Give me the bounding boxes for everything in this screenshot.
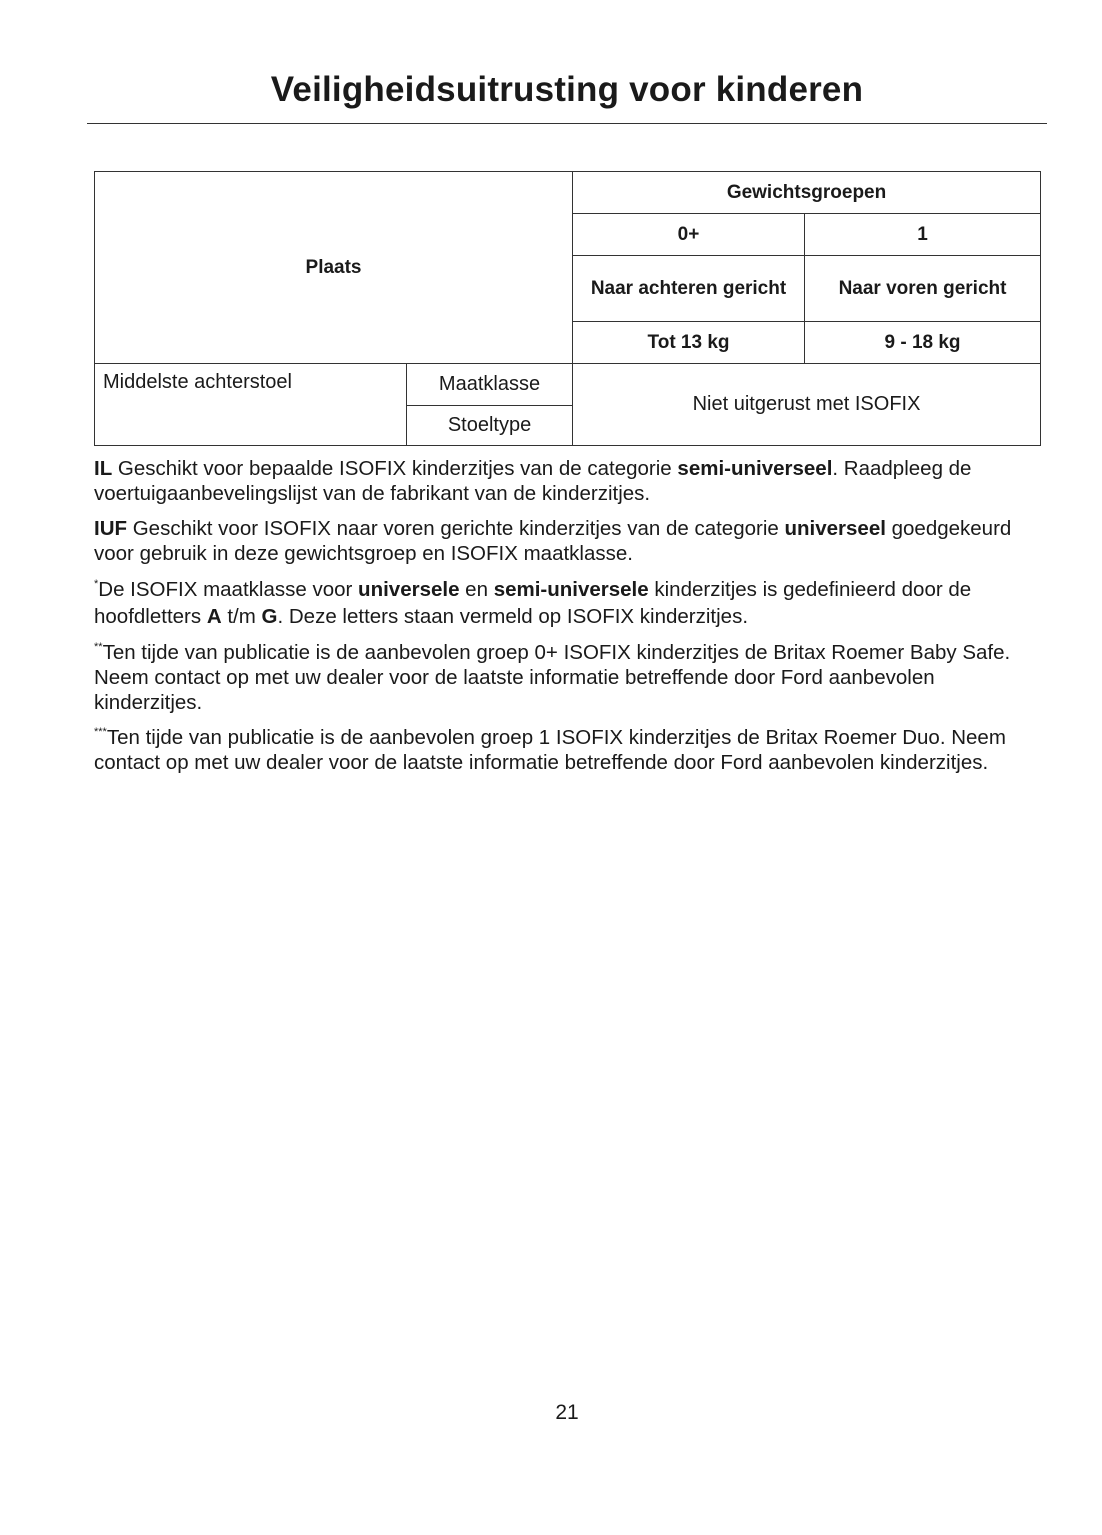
page-number: 21 (555, 1401, 579, 1424)
note-il (94, 456, 1044, 506)
weight-groups-header: Gewichtsgroepen (573, 172, 1041, 214)
note-iuf-text-2: goedgekeurd voor gebruik in deze gewichtsgroep en ISOFIX maatklasse. (94, 517, 1012, 565)
group-0plus-direction: Naar achteren gericht (573, 256, 805, 322)
footnote-1-marker: * (94, 578, 99, 590)
footnote-1 (94, 576, 1044, 630)
group-1-weight: 9 - 18 kg (805, 322, 1041, 364)
note-iuf-emphasis: universeel (784, 517, 886, 540)
note-il-emphasis: semi-universeel (677, 457, 833, 480)
footnote-2 (94, 640, 1044, 715)
group-1-direction: Naar voren gericht (805, 256, 1041, 322)
footnote-3 (94, 725, 1044, 775)
footnote-1-text-3: kinderzitjes is gedefinieerd door de hoofdletters (94, 578, 972, 628)
note-il-text-1: Geschikt voor bepaalde ISOFIX kinderzitjes van de categorie (117, 457, 672, 480)
isofix-table (94, 171, 1041, 446)
isofix-value-cell: Niet uitgerust met ISOFIX (573, 364, 1041, 446)
footnote-1-text-1: De ISOFIX maatklasse voor (98, 578, 353, 601)
footnote-1-letter-g: G (261, 605, 278, 628)
note-iuf (94, 516, 1044, 566)
footnote-1-text-4: t/m (227, 605, 256, 628)
title-divider (87, 123, 1047, 124)
notes-section (94, 456, 1044, 785)
note-il-code: IL (94, 457, 113, 480)
note-il-text-2: . Raadpleeg de voertuigaanbevelingslijst van de fabrikant van de kinderzitjes. (94, 457, 972, 505)
plaats-header: Plaats (95, 172, 573, 364)
seat-type-label: Stoeltype (407, 406, 573, 446)
footnote-1-letter-a: A (206, 605, 222, 628)
footnote-2-marker: ** (94, 641, 103, 653)
footnote-3-text: Ten tijde van publicatie is de aanbevolen groep 1 ISOFIX kinderzitjes de Britax Roemer Duo. Neem contact op met uw dealer voor de laatste informatie betreffende door Ford aanbevolen kinderzitjes. (94, 726, 1006, 774)
footnote-2-text: Ten tijde van publicatie is de aanbevolen groep 0+ ISOFIX kinderzitjes de Britax Roemer Baby Safe. Neem contact op met uw dealer voor de laatste informatie betreffende door Ford aanbevolen kinderzitjes. (94, 641, 1011, 714)
group-0plus-header: 0+ (573, 214, 805, 256)
note-iuf-text-1: Geschikt voor ISOFIX naar voren gerichte kinderzitjes van de categorie (132, 517, 779, 540)
size-class-label: Maatklasse (407, 364, 573, 406)
page-title: Veiligheidsuitrusting voor kinderen (270, 70, 864, 109)
note-iuf-code: IUF (94, 517, 128, 540)
footnote-1-text-2: en (465, 578, 488, 601)
group-1-header: 1 (805, 214, 1041, 256)
footnote-3-marker: *** (94, 726, 107, 738)
group-0plus-weight: Tot 13 kg (573, 322, 805, 364)
footnote-1-emphasis-1: universele (358, 578, 460, 601)
footnote-1-emphasis-2: semi-universele (493, 578, 649, 601)
seat-position-cell: Middelste achterstoel (95, 364, 407, 446)
footnote-1-text-5: . Deze letters staan vermeld op ISOFIX kinderzitjes. (277, 605, 749, 628)
